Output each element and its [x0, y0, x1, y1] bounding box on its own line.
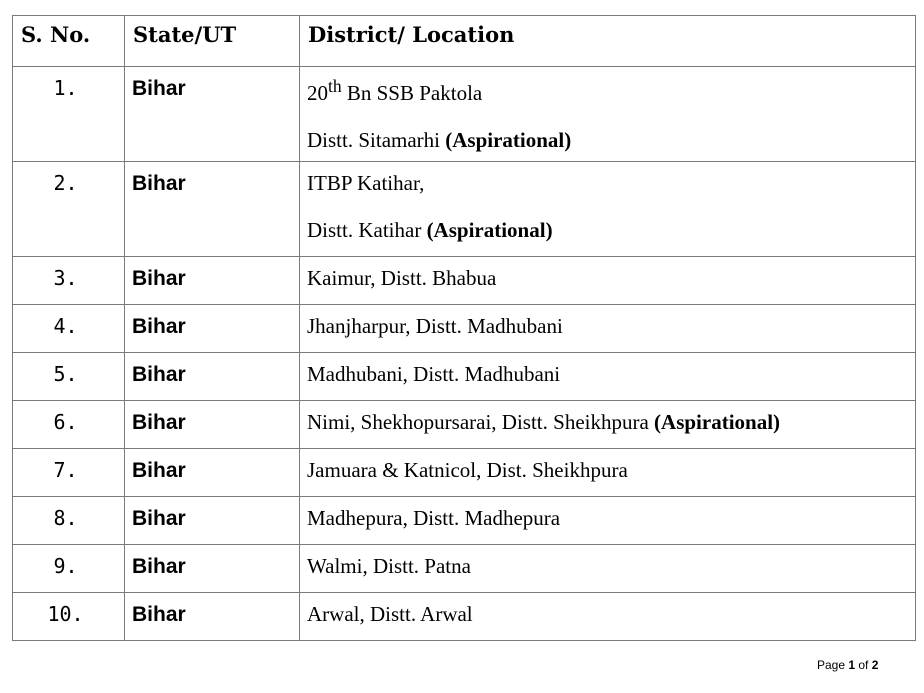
state-cell: Bihar — [125, 593, 300, 641]
serial-number-cell: 1. — [13, 67, 125, 162]
header-state: State/UT — [125, 16, 300, 67]
locations-table — [12, 15, 916, 641]
state-cell: Bihar — [125, 545, 300, 593]
state-cell: Bihar — [125, 257, 300, 305]
serial-number-cell: 2. — [13, 162, 125, 257]
table-row — [13, 401, 916, 449]
aspirational-tag: (Aspirational) — [654, 410, 781, 434]
state-cell: Bihar — [125, 497, 300, 545]
table-row — [13, 449, 916, 497]
table-header-row — [13, 16, 916, 67]
table-row — [13, 162, 916, 257]
ordinal-suffix: th — [328, 76, 342, 96]
state-cell: Bihar — [125, 162, 300, 257]
location-cell: Jamuara & Katnicol, Dist. Sheikhpura — [300, 449, 916, 497]
serial-number-cell: 10. — [13, 593, 125, 641]
state-cell: Bihar — [125, 449, 300, 497]
location-cell: Walmi, Distt. Patna — [300, 545, 916, 593]
location-cell: Jhanjharpur, Distt. Madhubani — [300, 305, 916, 353]
serial-number-cell: 9. — [13, 545, 125, 593]
current-page: 1 — [848, 658, 856, 672]
location-cell — [300, 67, 916, 162]
location-line: 20th Bn SSB Paktola — [307, 76, 483, 105]
serial-number-cell: 7. — [13, 449, 125, 497]
state-cell: Bihar — [125, 305, 300, 353]
state-cell: Bihar — [125, 67, 300, 162]
page-number: Page 1 of 2 — [817, 658, 879, 672]
total-pages: 2 — [871, 658, 879, 672]
state-cell: Bihar — [125, 353, 300, 401]
serial-number-cell: 5. — [13, 353, 125, 401]
location-line: Distt. Sitamarhi (Aspirational) — [307, 128, 572, 152]
serial-number-cell: 8. — [13, 497, 125, 545]
location-cell: Madhepura, Distt. Madhepura — [300, 497, 916, 545]
aspirational-tag: (Aspirational) — [445, 128, 572, 152]
header-sno: S. No. — [13, 16, 125, 67]
location-cell: Arwal, Distt. Arwal — [300, 593, 916, 641]
table-row — [13, 257, 916, 305]
location-cell: Nimi, Shekhopursarai, Distt. Sheikhpura (Aspirational) — [300, 401, 916, 449]
location-cell — [300, 162, 916, 257]
location-cell: Kaimur, Distt. Bhabua — [300, 257, 916, 305]
location-line: ITBP Katihar, — [307, 171, 425, 195]
table-row — [13, 593, 916, 641]
state-cell: Bihar — [125, 401, 300, 449]
table-row — [13, 353, 916, 401]
header-location: District/ Location — [300, 16, 916, 67]
table-row — [13, 545, 916, 593]
serial-number-cell: 6. — [13, 401, 125, 449]
location-line: Distt. Katihar (Aspirational) — [307, 218, 553, 242]
table-row — [13, 305, 916, 353]
serial-number-cell: 3. — [13, 257, 125, 305]
location-cell: Madhubani, Distt. Madhubani — [300, 353, 916, 401]
serial-number-cell: 4. — [13, 305, 125, 353]
table-row — [13, 67, 916, 162]
table-row — [13, 497, 916, 545]
aspirational-tag: (Aspirational) — [426, 218, 553, 242]
